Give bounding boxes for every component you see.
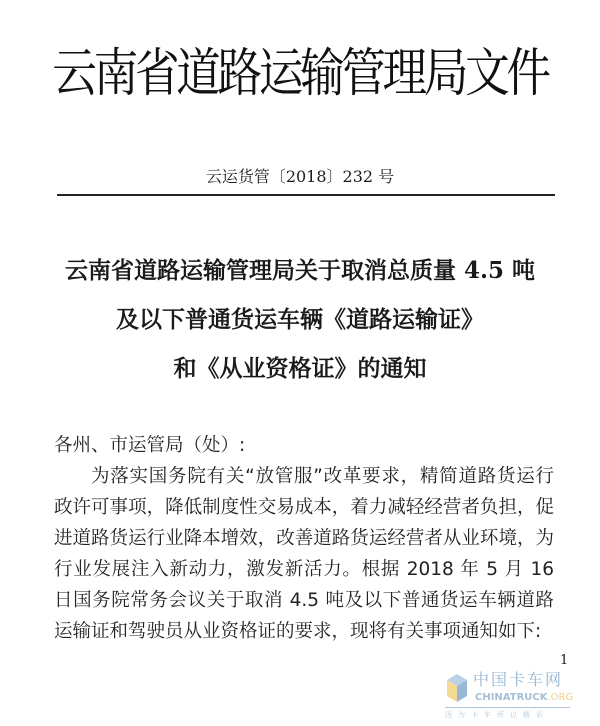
- chinatruck-watermark: [445, 670, 595, 724]
- body-paragraph: 为落实国务院有关“放管服”改革要求，精简道路货运行政许可事项，降低制度性交易成本，着力减轻经营者负担，促进道路货运行业降本增效，改善道路货运经营者从业环境，为行业发展注入新动力，激发新活力。根据 2018 年 5 月 16 日国务院常务会议关于取消 4.5 吨及以下普通货运车辆道路运输证和驾驶员从业资格证的要求，现将有关事项通知如下:: [54, 466, 554, 642]
- document-number: 云运货管〔2018〕232 号: [205, 167, 395, 186]
- page-number: 1: [560, 653, 569, 668]
- document-body: [54, 430, 554, 647]
- salutation: 各州、市运管局（处）:: [54, 435, 246, 456]
- watermark-english-main: CHINATRUCK: [475, 692, 548, 703]
- watermark-english-suffix: .ORG: [547, 692, 574, 703]
- header-divider: [57, 194, 555, 196]
- watermark-slogan: 因为卡车所以精彩: [445, 711, 549, 719]
- watermark-english: [475, 692, 573, 704]
- watermark-chinese: 中国卡车网: [473, 670, 564, 689]
- notice-heading-line-2: 及以下普通货运车辆《道路运输证》: [116, 306, 484, 333]
- cube-logo-icon: [445, 672, 469, 706]
- watermark-divider: [445, 707, 570, 708]
- notice-heading-line-1: 云南省道路运输管理局关于取消总质量 4.5 吨: [64, 257, 536, 284]
- document-title: 云南省道路运输管理局文件: [52, 44, 548, 104]
- notice-heading-line-3: 和《从业资格证》的通知: [173, 355, 427, 382]
